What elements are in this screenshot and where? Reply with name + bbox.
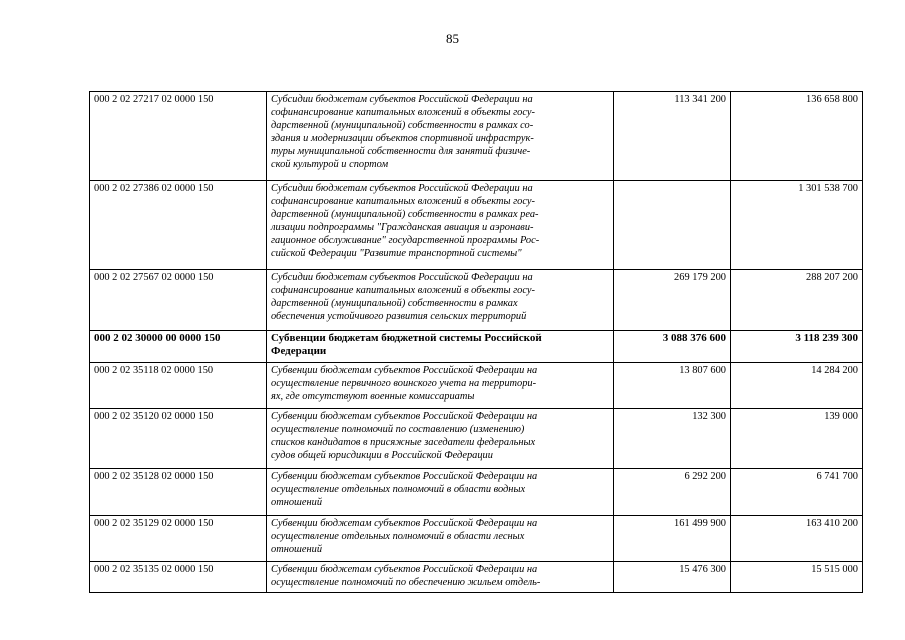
value-1-cell: 113 341 200 — [614, 92, 731, 181]
budget-code-cell: 000 2 02 27217 02 0000 150 — [90, 92, 267, 181]
value-1-cell: 132 300 — [614, 409, 731, 469]
table-row — [90, 92, 863, 181]
description-cell: Субсидии бюджетам субъектов Российской Федерации на софинансирование капитальных вложений в объекты госу- дарственной (муниципальной) собственности в рамках со- здания и модернизации объектов спортивной инфраструк- туры муниципальной собственности для занятий физиче- ской культурой и спортом — [267, 92, 614, 181]
value-1-cell: 6 292 200 — [614, 469, 731, 516]
value-1-cell — [614, 181, 731, 270]
value-2-cell: 14 284 200 — [731, 363, 863, 409]
value-2-cell: 163 410 200 — [731, 516, 863, 562]
value-2-cell: 6 741 700 — [731, 469, 863, 516]
table-row-section-total — [90, 331, 863, 363]
description-cell: Субвенции бюджетам субъектов Российской Федерации на осуществление отдельных полномочий в области лесных отношений — [267, 516, 614, 562]
budget-code-cell: 000 2 02 35129 02 0000 150 — [90, 516, 267, 562]
description-cell: Субвенции бюджетам субъектов Российской Федерации на осуществление первичного воинского учета на территори- ях, где отсутствуют военные комиссариаты — [267, 363, 614, 409]
budget-code-cell: 000 2 02 27386 02 0000 150 — [90, 181, 267, 270]
value-1-cell: 3 088 376 600 — [614, 331, 731, 363]
budget-revenue-table — [89, 91, 863, 593]
value-1-cell: 13 807 600 — [614, 363, 731, 409]
value-2-cell: 288 207 200 — [731, 270, 863, 331]
budget-code-cell: 000 2 02 35118 02 0000 150 — [90, 363, 267, 409]
table-row — [90, 409, 863, 469]
value-2-cell: 139 000 — [731, 409, 863, 469]
description-cell: Субвенции бюджетам субъектов Российской Федерации на осуществление полномочий по составлению (изменению) списков кандидатов в присяжные заседатели федеральных судов общей юрисдикции в Российской Федерации — [267, 409, 614, 469]
description-cell: Субсидии бюджетам субъектов Российской Федерации на софинансирование капитальных вложений в объекты госу- дарственной (муниципальной) собственности в рамках реа- лизации подпрограммы "Гражданская авиация и аэронави- гационное обслуживание" государственной программы Рос- сийской Федерации "Развитие транспортной системы" — [267, 181, 614, 270]
table-row — [90, 270, 863, 331]
table-row — [90, 363, 863, 409]
value-2-cell: 136 658 800 — [731, 92, 863, 181]
description-cell: Субвенции бюджетам бюджетной системы Российской Федерации — [267, 331, 614, 363]
value-2-cell: 3 118 239 300 — [731, 331, 863, 363]
description-cell: Субвенции бюджетам субъектов Российской Федерации на осуществление отдельных полномочий в области водных отношений — [267, 469, 614, 516]
value-1-cell: 161 499 900 — [614, 516, 731, 562]
budget-code-cell: 000 2 02 35135 02 0000 150 — [90, 562, 267, 593]
value-1-cell: 15 476 300 — [614, 562, 731, 593]
budget-code-cell: 000 2 02 35128 02 0000 150 — [90, 469, 267, 516]
table-row — [90, 516, 863, 562]
table-row — [90, 469, 863, 516]
page-number: 85 — [446, 31, 459, 46]
value-2-cell: 15 515 000 — [731, 562, 863, 593]
value-2-cell: 1 301 538 700 — [731, 181, 863, 270]
budget-code-cell: 000 2 02 30000 00 0000 150 — [90, 331, 267, 363]
value-1-cell: 269 179 200 — [614, 270, 731, 331]
budget-code-cell: 000 2 02 35120 02 0000 150 — [90, 409, 267, 469]
table-row — [90, 181, 863, 270]
description-cell: Субсидии бюджетам субъектов Российской Федерации на софинансирование капитальных вложений в объекты госу- дарственной (муниципальной) собственности в рамках обеспечения устойчивого развития сельских территорий — [267, 270, 614, 331]
description-cell: Субвенции бюджетам субъектов Российской Федерации на осуществление полномочий по обеспечению жильем отдель- — [267, 562, 614, 593]
table-row — [90, 562, 863, 593]
budget-code-cell: 000 2 02 27567 02 0000 150 — [90, 270, 267, 331]
